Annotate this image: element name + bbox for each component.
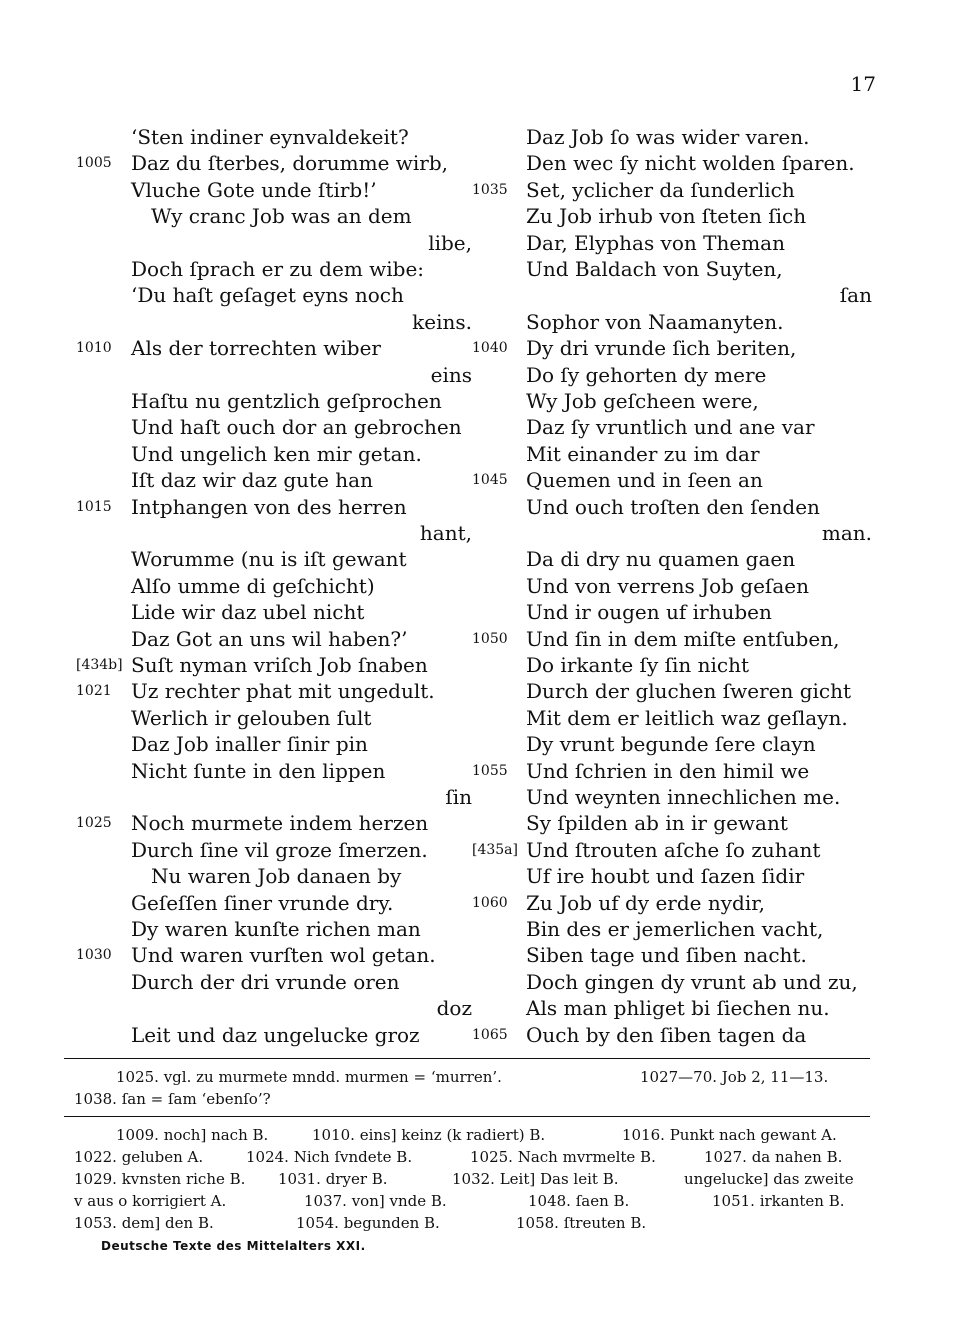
note-1025: 1025. vgl. zu murmete mndd. murmen = ‘murren’. bbox=[116, 1068, 502, 1086]
variant-1051: 1051. irkanten B. bbox=[712, 1192, 845, 1210]
verse-line: Uf ire houbt und ſazen ſidir bbox=[526, 864, 805, 889]
verse-line: Und Baldach von Suyten, bbox=[526, 257, 783, 281]
verse-line: ‘Sten indiner eynvaldekeit? bbox=[131, 125, 409, 149]
verse-line: Suſt nyman vriſch Job ſnaben bbox=[131, 653, 428, 677]
line-number: [434b] bbox=[76, 657, 123, 673]
verse-line: libe, bbox=[428, 230, 472, 255]
variant-1024: 1024. Nich ſvndete B. bbox=[246, 1148, 413, 1166]
line-number: 1021 bbox=[76, 683, 112, 700]
verse-line: Quemen und in ſeen an bbox=[526, 468, 763, 493]
verse-line: Daz ſy vruntlich und ane var bbox=[526, 415, 815, 440]
verse-line: Set, yclicher da ſunderlich bbox=[526, 177, 795, 202]
variant-1032: 1032. Leit] Das leit B. bbox=[452, 1170, 619, 1188]
verse-line: Do irkante ſy ſin nicht bbox=[526, 653, 750, 677]
verse-line: Da di dry nu quamen gaen bbox=[526, 547, 796, 572]
line-number: 1050 bbox=[472, 630, 508, 647]
variant-1037: 1037. von] vnde B. bbox=[304, 1192, 447, 1210]
verse-line: Zu Job irhub von ſteten ſich bbox=[526, 204, 807, 229]
verse-line: Und von verrens Job geſaen bbox=[526, 573, 809, 598]
verse-line: Noch murmete indem herzen bbox=[131, 811, 429, 836]
verse-line: Leit und daz ungelucke groz bbox=[131, 1022, 420, 1047]
line-number: 1015 bbox=[76, 498, 112, 515]
variant-1016: 1016. Punkt nach gewant A. bbox=[622, 1126, 837, 1144]
line-number: 1055 bbox=[472, 762, 508, 779]
verse-line: Dy dri vrunde ſich beriten, bbox=[526, 336, 797, 361]
variant-1053: 1053. dem] den B. bbox=[74, 1214, 214, 1232]
verse-line: Sy ſpilden ab in ir gewant bbox=[526, 811, 788, 836]
note-1038: 1038. ſan = ſam ‘ebenſo’? bbox=[74, 1090, 271, 1108]
verse-line: Uz rechter phat mit ungedult. bbox=[131, 679, 435, 704]
verse-line: Ouch by den ſiben tagen da bbox=[526, 1022, 807, 1047]
line-number: 1025 bbox=[76, 815, 112, 832]
line-number: 1065 bbox=[472, 1026, 508, 1043]
verse-line: Als man phliget bi ſiechen nu. bbox=[526, 996, 830, 1021]
verse-line: Mit einander zu im dar bbox=[526, 441, 760, 466]
line-number: 1010 bbox=[76, 340, 112, 357]
verse-line: Daz Got an uns wil haben?’ bbox=[131, 626, 408, 651]
verse-line: Lide wir daz ubel nicht bbox=[131, 600, 365, 625]
variant-1032-end: v aus o korrigiert A. bbox=[74, 1192, 227, 1210]
verse-line: Bin des er jemerlichen vacht, bbox=[526, 917, 824, 941]
line-number: 1035 bbox=[472, 181, 508, 198]
line-number: [435a] bbox=[472, 841, 518, 858]
verse-line: Und haſt ouch dor an gebrochen bbox=[131, 415, 462, 440]
verse-line: Doch ſprach er zu dem wibe: bbox=[131, 257, 425, 281]
verse-line: eins bbox=[430, 362, 472, 387]
verse-line: Und ſin in dem miſte entſuben, bbox=[526, 626, 840, 651]
verse-line: Nicht ſunte in den lippen bbox=[131, 758, 386, 783]
verse-line: Durch der gluchen ſweren gicht bbox=[526, 679, 852, 704]
variant-1029: 1029. kvnsten riche B. bbox=[74, 1170, 246, 1188]
verse-line: Wy Job geſcheen were, bbox=[526, 389, 759, 413]
verse-line: Daz Job ſo was wider varen. bbox=[526, 125, 810, 149]
verse-line: man. bbox=[821, 521, 872, 545]
line-number: 1040 bbox=[472, 340, 508, 357]
series-title: Deutsche Texte des Mittelalters XXI. bbox=[101, 1239, 366, 1253]
verse-line: keins. bbox=[412, 309, 472, 334]
line-number: 1030 bbox=[76, 947, 112, 964]
verse-line: ſin bbox=[445, 785, 472, 809]
variant-1027: 1027. da nahen B. bbox=[704, 1148, 843, 1166]
verse-line: Den wec ſy nicht wolden ſparen. bbox=[526, 151, 855, 176]
verse-line: Wy cranc Job was an dem bbox=[151, 204, 412, 229]
verse-line: Iſt daz wir daz gute han bbox=[131, 468, 373, 493]
variant-1009: 1009. noch] nach B. bbox=[116, 1126, 269, 1144]
verse-line: Vluche Gote unde ſtirb!’ bbox=[131, 177, 377, 202]
verse-line: Dy vrunt begunde ſere clayn bbox=[526, 732, 816, 757]
verse-line: Siben tage und ſiben nacht. bbox=[526, 943, 807, 968]
variant-1025: 1025. Nach mvrmelte B. bbox=[470, 1148, 656, 1166]
verse-line: Werlich ir gelouben ſult bbox=[131, 705, 372, 730]
verse-line: hant, bbox=[419, 521, 472, 545]
verse-line: Sophor von Naamanyten. bbox=[526, 309, 784, 334]
verse-line: Intphangen von des herren bbox=[131, 494, 407, 519]
variant-1054: 1054. begunden B. bbox=[296, 1214, 440, 1232]
footnote-divider-top bbox=[64, 1058, 870, 1059]
verse-line: Haſtu nu gentzlich geſprochen bbox=[131, 389, 442, 413]
variant-1010: 1010. eins] keinz (k radiert) B. bbox=[312, 1126, 546, 1144]
verse-line: Worumme (nu is iſt gewant bbox=[131, 547, 407, 572]
variant-1032-cont: ungelucke] das zweite bbox=[684, 1170, 854, 1188]
verse-line: Zu Job uf dy erde nydir, bbox=[526, 890, 765, 915]
verse-line: Als der torrechten wiber bbox=[131, 336, 381, 361]
verse-line: ſan bbox=[839, 283, 872, 308]
line-number: 1005 bbox=[76, 155, 112, 172]
variant-1058: 1058. ſtreuten B. bbox=[516, 1214, 647, 1232]
verse-line: Durch der dri vrunde oren bbox=[131, 969, 400, 994]
verse-line: Mit dem er leitlich waz geſlayn. bbox=[526, 705, 848, 730]
line-number: 1060 bbox=[472, 894, 508, 911]
verse-line: Alſo umme di geſchicht) bbox=[131, 573, 375, 598]
verse-line: ‘Du haſt geſaget eyns noch bbox=[131, 283, 404, 308]
verse-line: Do ſy gehorten dy mere bbox=[526, 362, 767, 387]
verse-line: Doch gingen dy vrunt ab und zu, bbox=[526, 969, 858, 994]
verse-line: Und ſchrien in den himil we bbox=[526, 758, 810, 783]
verse-line: Durch ſine vil groze ſmerzen. bbox=[131, 837, 428, 862]
verse-line: Und weynten innechlichen me. bbox=[526, 785, 841, 809]
verse-line: Dy waren kunſte richen man bbox=[131, 917, 421, 941]
verse-line: Daz Job inaller ſinir pin bbox=[131, 732, 368, 757]
verse-line: Und ir ougen uf irhuben bbox=[526, 600, 772, 625]
verse-line: Geſeſſen ſiner vrunde dry. bbox=[131, 890, 394, 915]
verse-line: Und waren vurſten wol getan. bbox=[131, 943, 436, 968]
verse-line: Und ſtrouten aſche ſo zuhant bbox=[526, 837, 821, 862]
verse-line: doz bbox=[436, 996, 472, 1021]
variant-1048: 1048. ſaen B. bbox=[528, 1192, 630, 1210]
verse-line: Und ungelich ken mir getan. bbox=[131, 441, 422, 466]
footnote-divider-bottom bbox=[64, 1116, 870, 1117]
note-1027-70: 1027—70. Job 2, 11—13. bbox=[640, 1068, 829, 1086]
line-number: 1045 bbox=[472, 472, 508, 489]
page-number: 17 bbox=[850, 72, 876, 96]
verse-line: Und ouch troſten den ſenden bbox=[526, 494, 820, 519]
verse-line: Dar, Elyphas von Theman bbox=[526, 230, 785, 255]
verse-line: Nu waren Job danaen by bbox=[151, 864, 402, 889]
verse-line: Daz du ſterbes, dorumme wirb, bbox=[131, 151, 448, 176]
variant-1022: 1022. geluben A. bbox=[74, 1148, 204, 1166]
variant-1031: 1031. dryer B. bbox=[278, 1170, 388, 1188]
